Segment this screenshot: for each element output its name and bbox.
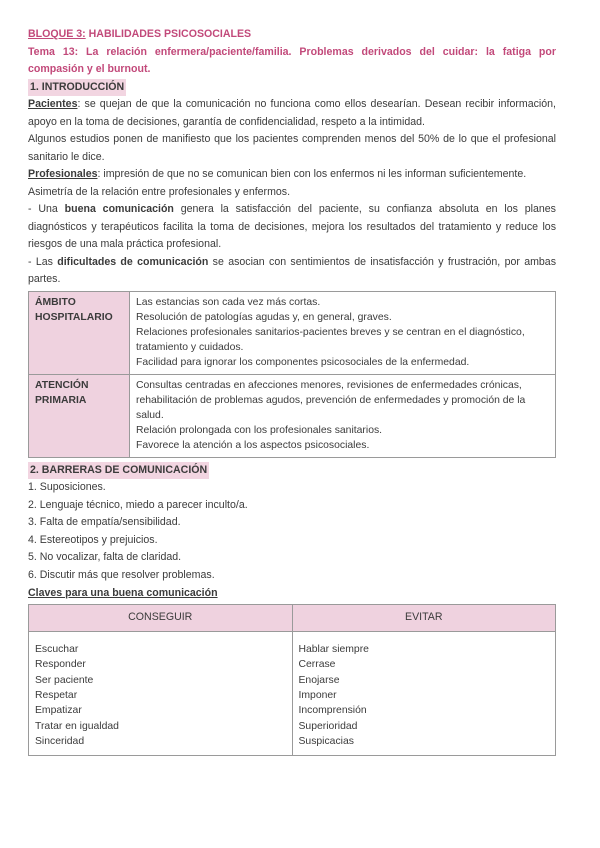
ambito-label (29, 374, 130, 457)
list-item: Empatizar (35, 705, 82, 717)
list-item: Imponer (298, 689, 337, 701)
dificultades-bold: dificultades de comunicación (57, 255, 209, 268)
table-row (29, 374, 556, 457)
pacientes-label: Pacientes (28, 98, 78, 110)
list-item: Ser paciente (35, 674, 94, 686)
list-item: 4. Estereotipos y prejuicios. (28, 533, 158, 546)
list-item: Escuchar (35, 644, 79, 656)
paragraph-pacientes (28, 96, 556, 131)
list-item: Enojarse (298, 674, 340, 686)
buena-pre: - Una (28, 203, 65, 215)
list-item: 2. Lenguaje técnico, miedo a parecer inculto/a. (28, 498, 248, 511)
list-item: Suspicacias (298, 735, 354, 747)
paragraph-dificultades (28, 254, 556, 289)
block-label: BLOQUE 3: (28, 28, 86, 40)
list-item: Incomprensión (298, 705, 367, 717)
pacientes-text: : se quejan de que la comunicación no funciona como ellos desearían. Desean recibir información, apoyo en la toma de decisiones, garantía de confidencialidad, respeto a la intimidad. (28, 98, 556, 128)
ambito-content (130, 374, 556, 457)
ambito-label-line2: HOSPITALARIO (35, 311, 113, 323)
list-item: Responder (35, 659, 86, 671)
ambito-content (130, 291, 556, 374)
ambito-label-line1: ATENCIÓN (35, 379, 89, 391)
paragraph-buena-comunicacion (28, 201, 556, 254)
dificultades-pre: - Las (28, 255, 58, 268)
block-name: HABILIDADES PSICOSOCIALES (88, 28, 252, 40)
dificultades-post: se asocian con sentimientos de insatisfacción y frustración, por ambas partes. (28, 255, 557, 285)
buena-post: genera la satisfacción del paciente, su confianza absoluta en los planes diagnósticos y terapéuticos facilita la toma de decisiones, mejora los resultados del tratamiento y reduce los riesgos de una mala práctica profesional. (28, 203, 556, 250)
ambitos-table (28, 291, 556, 458)
list-item: Cerrase (298, 659, 336, 671)
paragraph-asimetria: Asimetría de la relación entre profesionales y enfermos. (28, 185, 291, 198)
table-line: Favorece la atención a los aspectos psicosociales. (136, 440, 370, 452)
table-row (29, 291, 556, 374)
buena-bold: buena comunicación (64, 203, 174, 215)
table-line: Relación prolongada con los profesionales sanitarios. (136, 425, 383, 437)
table-line: Consultas centradas en afecciones menores, revisiones de enfermedades crónicas, rehabilitación de problemas agudos, prevención de enfermedades y promoción de la salud. (136, 379, 526, 421)
table-row (29, 632, 556, 756)
claves-table (28, 604, 556, 756)
table-header-row (29, 605, 556, 632)
ambito-label (29, 291, 130, 374)
section-heading-barreras: 2. BARRERAS DE COMUNICACIÓN (28, 462, 209, 480)
conseguir-header: CONSEGUIR (29, 605, 293, 632)
section-heading-intro: 1. INTRODUCCIÓN (28, 79, 126, 97)
block-title (28, 26, 556, 44)
list-item: 6. Discutir más que resolver problemas. (28, 569, 215, 581)
list-item: Tratar en igualdad (35, 720, 119, 732)
list-item: 1. Suposiciones. (28, 481, 106, 494)
claves-title: Claves para una buena comunicación (28, 586, 218, 599)
profesionales-text: : impresión de que no se comunican bien con los enfermos ni les informan suficientemente. (97, 168, 527, 180)
table-line: Resolución de patologías agudas y, en general, graves. (136, 311, 392, 323)
table-line: Las estancias son cada vez más cortas. (136, 296, 321, 308)
ambito-label-line1: ÁMBITO (35, 296, 76, 308)
paragraph-estudios: Algunos estudios ponen de manifiesto que los pacientes comprenden menos del 50% de lo que el profesional sanitario le dice. (28, 133, 556, 163)
list-item: Sinceridad (35, 735, 85, 747)
list-item: Superioridad (298, 720, 358, 732)
list-item: 3. Falta de empatía/sensibilidad. (28, 516, 181, 529)
conseguir-cell (29, 632, 293, 756)
table-line: Relaciones profesionales sanitarios-pacientes breves y se centran en el diagnóstico, tratamiento y cuidados. (136, 326, 525, 354)
topic-title: Tema 13: La relación enfermera/paciente/familia. Problemas derivados del cuidar: la fatiga por compasión y el burnout. (28, 45, 556, 75)
list-item: 5. No vocalizar, falta de claridad. (28, 551, 182, 564)
list-item: Hablar siempre (298, 644, 369, 656)
ambito-label-line2: PRIMARIA (35, 394, 87, 406)
evitar-header: EVITAR (292, 605, 556, 632)
table-line: Facilidad para ignorar los componentes psicosociales de la enfermedad. (136, 357, 470, 369)
evitar-cell (292, 632, 556, 756)
barreras-list (28, 479, 556, 585)
list-item: Respetar (35, 689, 78, 701)
profesionales-label: Profesionales (28, 168, 98, 180)
paragraph-profesionales (28, 166, 556, 184)
